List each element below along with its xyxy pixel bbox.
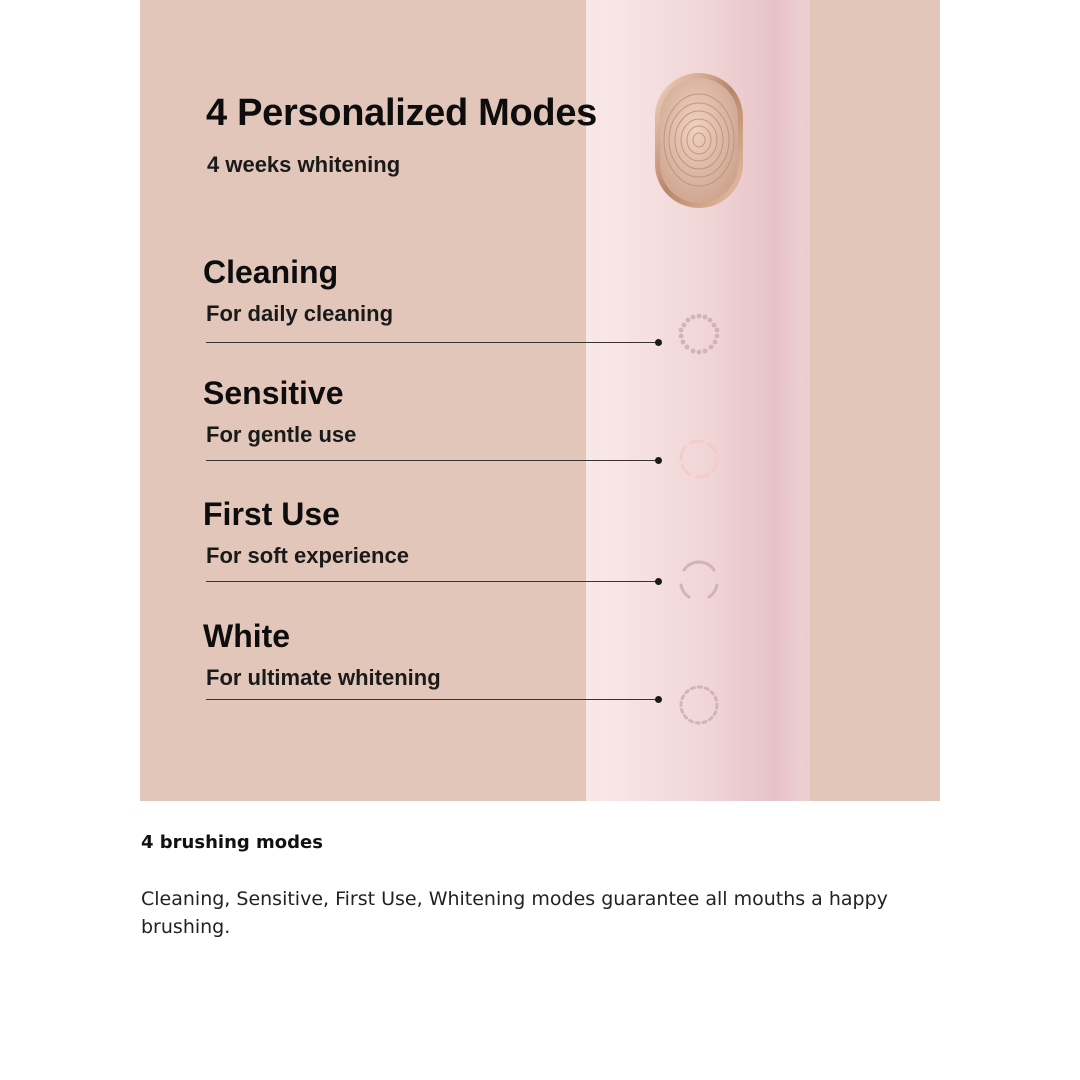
mode-name: Cleaning (203, 254, 339, 290)
mode-leader-line (206, 460, 658, 461)
hero-subtitle: 4 weeks whitening (207, 152, 401, 177)
mode-leader-line (206, 342, 658, 343)
mode-description: For soft experience (206, 543, 409, 568)
mode-description: For daily cleaning (206, 301, 394, 326)
mode-leader-line (206, 699, 658, 700)
mode-description: For ultimate whitening (206, 665, 441, 690)
mode-leader-dot (655, 578, 662, 585)
mode-name: First Use (203, 496, 340, 532)
mode-name: White (203, 618, 291, 654)
mode-leader-line (206, 581, 658, 582)
mode-leader-dot (655, 457, 662, 464)
power-button-icon (655, 73, 743, 208)
hero-title: 4 Personalized Modes (206, 92, 598, 134)
caption-heading: 4 brushing modes (141, 832, 323, 853)
mode-leader-dot (655, 696, 662, 703)
mode-name: Sensitive (203, 375, 344, 411)
caption-body: Cleaning, Sensitive, First Use, Whitening modes guarantee all mouths a happy brushing. (141, 888, 888, 938)
mode-description: For gentle use (206, 422, 357, 447)
product-hero-image (140, 0, 940, 801)
handle-edge-right (804, 0, 810, 801)
mode-leader-dot (655, 339, 662, 346)
